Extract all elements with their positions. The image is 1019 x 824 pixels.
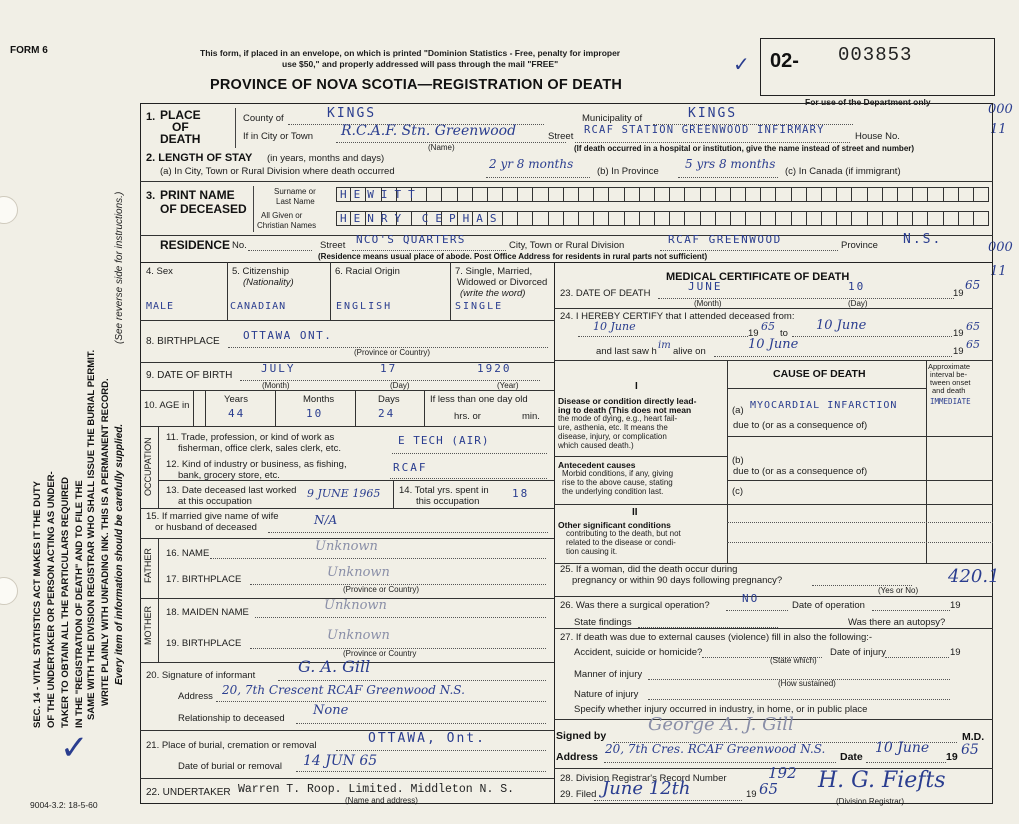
residence-province-value[interactable]: N.S. [903,232,943,247]
residence-province-label: Province [841,240,878,251]
disease-label-5: disease, injury, or complication [558,432,667,441]
father-birthplace-label: 17. BIRTHPLACE [166,574,242,585]
letter-box [868,211,883,226]
nature-of-injury-label: Nature of injury [574,689,639,700]
mother-birthplace-value[interactable]: Unknown [327,628,390,643]
place-label-num: 1. [146,111,156,123]
surname-label-2: Last Name [276,197,315,206]
operation-year-prefix: 19 [950,600,961,611]
disease-label-1: Disease or condition directly lead- [558,396,697,406]
side-instruction-line8: Every item of information should be carefully supplied. [114,423,125,685]
letter-box [685,187,700,202]
medical-certificate-title: MEDICAL CERTIFICATE OF DEATH [666,271,850,283]
roman-two: II [632,507,638,518]
margin-mark-1: 000 [988,102,1013,117]
residence-city-label: City, Town or Rural Division [509,240,625,251]
letter-box [579,187,594,202]
letter-box [852,211,867,226]
residence-street-label: Street [320,240,346,251]
city-town-label: If in City or Town [243,131,314,142]
cause-a-value[interactable]: MYOCARDIAL INFARCTION [750,400,898,411]
attended-to-label: to [780,328,788,339]
letter-box [442,187,457,202]
physician-year[interactable]: 65 [961,742,979,758]
letter-box [549,187,564,202]
letter-box [594,211,609,226]
physician-address-value[interactable]: 20, 7th Cres. RCAF Greenwood N.S. [605,742,826,756]
form-number: FORM 6 [10,45,48,56]
citizenship-label: 5. Citizenship [232,266,290,277]
disease-label-2: ing to death (This does not mean [558,405,692,415]
last-worked-label-1: 13. Date deceased last worked [166,485,297,496]
undertaker-value[interactable]: Warren T. Roop. Limited. Middleton N. S. [238,783,515,796]
nationality-label: (Nationality) [243,277,294,288]
roman-one: I [635,381,638,392]
burial-place-label: 21. Place of burial, cremation or removal [146,740,317,751]
record-number-label: 28. Division Registrar's Record Number [560,773,727,784]
letter-box [746,187,761,202]
punch-hole-bottom [0,577,18,605]
letter-box [655,211,670,226]
hrs-label: hrs. or [454,411,481,422]
alive-on-value[interactable]: 10 June [748,337,799,352]
interval-label-3: tween onset [930,378,971,387]
print-name-label: PRINT NAME [160,188,235,202]
dept-use-caption: For use of the Department only [805,97,931,107]
date-of-death-day[interactable]: 10 [848,280,866,293]
interval-label-1: Approximate [928,362,971,371]
letter-box [928,211,943,226]
cause-c-label: (c) [732,486,744,497]
surname-value[interactable]: HEWITT [340,188,422,201]
father-side-label: FATHER [143,548,153,583]
injury-location-label: Specify whether injury occurred in industry, in home, or in public place [574,704,868,715]
mail-notice-line2: use $50," and properly addressed will pass through the mail "FREE" [282,59,559,69]
letter-box [518,187,533,202]
last-saw-label: and last saw h [596,346,657,357]
last-worked-label-2: at this occupation [178,496,252,507]
check-mark-bottom: ✓ [60,728,89,768]
birthplace-value[interactable]: OTTAWA ONT. [243,329,333,342]
manner-of-injury-label: Manner of injury [574,669,643,680]
name-caption: (Name) [428,143,455,152]
due-to-label-1: due to (or as a consequence of) [733,420,868,431]
death-month-caption: (Month) [694,299,722,308]
age-years-label: Years [224,394,248,405]
age-days-label: Days [378,394,400,405]
certify-label: 24. I HEREBY CERTIFY that I attended deceased from: [560,311,795,322]
date-of-death-year-prefix: 19 [953,288,964,299]
total-years-label-1: 14. Total yrs. spent in [399,485,489,496]
municipality-label: Municipality of [582,113,643,124]
physician-date-value[interactable]: 10 June [875,740,930,756]
age-days-value[interactable]: 24 [378,407,396,420]
letter-box [533,187,548,202]
letter-box [625,187,640,202]
dob-month[interactable]: JULY [261,362,296,375]
yes-no-caption: (Yes or No) [878,586,919,595]
physician-signature[interactable]: George A. J. Gill [648,714,794,735]
city-town-value[interactable]: R.C.A.F. Stn. Greenwood [341,123,517,139]
letter-box [776,211,791,226]
age-label: 10. AGE in [144,400,190,411]
registrar-signature[interactable]: H. G. Fiefts [818,768,946,793]
min-label: min. [522,411,540,422]
registration-prefix: 02- [770,50,799,72]
municipality-value[interactable]: KINGS [688,106,738,121]
form-title: PROVINCE OF NOVA SCOTIA—REGISTRATION OF DEATH [210,77,623,93]
margin-mark-2: 11 [990,122,1007,137]
alive-year[interactable]: 65 [966,338,980,351]
informant-signature-value[interactable]: G. A. Gill [298,657,371,676]
house-no-label: House No. [855,131,900,142]
letter-box [670,187,685,202]
autopsy-label: Was there an autopsy? [848,617,946,628]
spouse-label-1: 15. If married give name of wife [146,511,279,522]
how-sustained-caption: (How sustained) [778,679,836,688]
side-instruction-line4: IN THE "REGISTRATION OF DEATH" AND TO FILE THE [74,480,85,728]
street-label: Street [548,131,574,142]
due-to-label-2: due to (or as a consequence of) [733,466,868,477]
letter-box [731,211,746,226]
interval-label-4: and death [932,386,966,395]
side-instruction-line1: SEC. 14 - VITAL STATISTICS ACT MAKES IT THE DUTY [32,480,43,728]
antecedent-label-4: the underlying condition last. [562,487,664,496]
given-label-2: Christian Names [257,221,317,230]
dob-year[interactable]: 1920 [477,362,512,375]
letter-box [716,211,731,226]
mother-birthplace-caption: (Province or Country [343,649,417,658]
signed-by-label: Signed by [556,730,607,742]
spouse-label-2: or husband of deceased [155,522,257,533]
letter-box [746,211,761,226]
attended-to-year[interactable]: 65 [966,320,980,333]
check-mark-top: ✓ [733,52,750,76]
letter-box [533,211,548,226]
external-causes-label: 27. If death was due to external causes (violence) fill in also the following:- [560,632,873,643]
side-instruction-line2: OF THE UNDERTAKER OR PERSON ACTING AS UNDER- [46,471,57,728]
filed-year-prefix: 19 [746,789,757,800]
other-conditions-label-4: tion causing it. [566,547,618,556]
pregnancy-label-1: 25. If a woman, did the death occur during [560,564,738,575]
margin-mark-3: 000 [988,240,1013,255]
registrar-caption: (Division Registrar) [836,797,905,806]
residence-street-value[interactable]: NCO'S QUARTERS [356,233,466,246]
interval-label-2: interval be- [930,370,968,379]
letter-box [944,211,959,226]
surname-label-1: Surname or [274,187,316,196]
letter-box [625,211,640,226]
physician-date-label: Date [840,751,863,763]
filed-year[interactable]: 65 [759,780,779,798]
date-of-death-label: 23. DATE OF DEATH [560,288,651,299]
disease-label-4: ure, asthenia, etc. It means the [558,423,668,432]
age-months-label: Months [303,394,335,405]
less-than-day-label: If less than one day old [430,394,528,405]
cause-a-label: (a) [732,405,744,416]
total-years-value[interactable]: 18 [512,487,530,500]
letter-box [974,187,989,202]
given-label-1: All Given or [261,211,303,220]
letter-box [564,187,579,202]
attended-to-value[interactable]: 10 June [816,318,867,333]
letter-box [822,211,837,226]
sex-label: 4. Sex [146,266,173,277]
letter-box [640,187,655,202]
informant-address-value[interactable]: 20, 7th Crescent RCAF Greenwood N.S. [222,683,465,697]
trade-label-2: fisherman, office clerk, sales clerk, etc. [178,443,341,454]
letter-box [792,211,807,226]
dob-label: 9. DATE OF BIRTH [146,370,233,381]
letter-box [928,187,943,202]
given-name-value[interactable]: HENRY CEPHAS [340,212,504,225]
place-label-death: DEATH [160,132,201,146]
letter-box [959,211,974,226]
of-deceased-label: OF DECEASED [160,202,247,216]
side-instruction-line6: WRITE PLAINLY WITH UNFADING INK. THIS IS A PERMANENT RECORD. [100,378,111,706]
margin-mark-4: 11 [990,264,1007,279]
last-worked-value[interactable]: 9 JUNE 1965 [307,487,381,500]
citizenship-value[interactable]: CANADIAN [230,301,287,312]
cause-a-interval[interactable]: IMMEDIATE [930,397,971,406]
informant-signature-label: 20. Signature of informant [146,670,256,681]
letter-box [837,211,852,226]
hospital-note: (If death occurred in a hospital or institution, give the name instead of street and number) [574,144,915,153]
accident-label: Accident, suicide or homicide? [574,647,703,658]
attended-from-value[interactable]: 10 June [593,320,636,333]
marital-label-1: 7. Single, Married, [455,266,533,277]
residence-label: RESIDENCE [160,238,231,252]
residence-no-label: No. [232,240,247,251]
place-label: PLACE [160,108,201,122]
father-birthplace-caption: (Province or Country) [343,585,420,594]
letter-box [883,187,898,202]
record-number-value[interactable]: 192 [768,764,797,782]
surgery-value[interactable]: NO [742,592,760,605]
racial-origin-label: 6. Racial Origin [335,266,400,277]
undertaker-caption: (Name and address) [345,796,418,805]
cause-b-label: (b) [732,455,744,466]
letter-box [701,187,716,202]
dob-day-caption: (Day) [390,381,410,390]
burial-date-label: Date of burial or removal [178,761,283,772]
letter-box [503,187,518,202]
letter-box [594,187,609,202]
operation-date-label: Date of operation [792,600,865,611]
stay-city-label: (a) In City, Town or Rural Division where death occurred [160,166,395,177]
birthplace-label: 8. BIRTHPLACE [146,336,220,347]
punch-hole-top [0,196,18,224]
letter-box [761,187,776,202]
column-divider [554,262,555,804]
relationship-label: Relationship to deceased [178,713,285,724]
findings-label: State findings [574,617,632,628]
street-value[interactable]: RCAF STATION GREENWOOD INFIRMARY [584,124,825,136]
father-name-value[interactable]: Unknown [315,539,378,554]
other-conditions-label-1: Other significant conditions [558,520,671,530]
letter-box [792,187,807,202]
last-saw-him[interactable]: im [658,340,671,351]
letter-box [458,187,473,202]
print-name-num: 3. [146,190,156,202]
letter-box [852,187,867,202]
marital-label-2: Widowed or Divorced [457,277,548,288]
residence-city-value[interactable]: RCAF GREENWOOD [668,233,782,246]
physician-address-label: Address [556,751,599,763]
surname-boxes [336,187,989,202]
undertaker-label: 22. UNDERTAKER [146,787,231,798]
burial-place-value[interactable]: OTTAWA, Ont. [368,731,486,746]
length-of-stay-label: 2. LENGTH OF STAY [146,152,253,164]
relationship-value[interactable]: None [313,703,349,718]
letter-box [427,187,442,202]
filed-label: 29. Filed [560,789,597,800]
alive-year-prefix: 19 [953,346,964,357]
letter-box [503,211,518,226]
letter-box [488,187,503,202]
attended-year-prefix-1: 19 [748,328,759,339]
dob-day[interactable]: 17 [380,362,398,375]
attended-year-prefix-2: 19 [953,328,964,339]
antecedent-label-1: Antecedent causes [558,460,636,470]
letter-box [807,187,822,202]
letter-box [609,187,624,202]
letter-box [518,211,533,226]
cause-of-death-title: CAUSE OF DEATH [773,368,866,380]
disease-label-3: the mode of dying, e.g., heart fail- [558,414,678,423]
injury-year-prefix: 19 [950,647,961,658]
letter-box [959,187,974,202]
place-label-of: OF [172,120,189,134]
dob-month-caption: (Month) [262,381,290,390]
letter-box [898,211,913,226]
dob-year-caption: (Year) [497,381,519,390]
sex-value[interactable]: MALE [146,301,175,312]
letter-box [807,211,822,226]
stay-canada-label: (c) In Canada (if immigrant) [785,166,901,177]
other-conditions-label-2: contributing to the death, but not [566,529,681,538]
letter-box [564,211,579,226]
spouse-value[interactable]: N/A [314,513,338,527]
letter-box [761,211,776,226]
marital-value[interactable]: SINGLE [455,301,504,312]
letter-box [837,187,852,202]
letter-box [913,211,928,226]
mother-side-label: MOTHER [143,606,153,645]
letter-box [776,187,791,202]
classification-code: 420.1 [948,566,1000,587]
letter-box [974,211,989,226]
date-of-death-month[interactable]: JUNE [688,280,723,293]
side-instruction-line3: TAKER TO OBTAIN ALL THE PARTICULARS REQUIRED [60,476,71,728]
filed-date-value[interactable]: June 12th [602,778,691,799]
county-value[interactable]: KINGS [327,106,377,121]
letter-box [670,211,685,226]
maiden-name-label: 18. MAIDEN NAME [166,607,249,618]
letter-box [609,211,624,226]
mail-notice-line1: This form, if placed in an envelope, on which is printed "Dominion Statistics - Free, penalty for improper [200,48,621,58]
attended-from-year[interactable]: 65 [761,320,775,333]
letter-box [868,187,883,202]
physician-year-prefix: 19 [946,751,958,763]
total-years-label-2: this occupation [416,496,480,507]
letter-box [913,187,928,202]
father-name-label: 16. NAME [166,548,210,559]
letter-box [898,187,913,202]
form-code: 9004-3.2: 18-5-60 [30,800,98,810]
father-birthplace-value[interactable]: Unknown [327,565,390,580]
stay-province-label: (b) In Province [597,166,659,177]
disease-label-6: which caused death.) [558,441,634,450]
pregnancy-label-2: pregnancy or within 90 days following pregnancy? [572,575,783,586]
county-label: County of [243,113,284,124]
letter-box [701,211,716,226]
informant-address-label: Address [178,691,213,702]
residence-note: (Residence means usual place of abode. Post Office Address for residents in rural parts not sufficient) [318,252,708,261]
injury-date-label: Date of injury [830,647,886,658]
mother-birthplace-label: 19. BIRTHPLACE [166,638,242,649]
industry-label-2: bank, grocery store, etc. [178,470,280,481]
stay-province-value[interactable]: 5 yrs 8 months [685,157,776,171]
death-day-caption: (Day) [848,299,868,308]
antecedent-label-2: Morbid conditions, if any, giving [562,469,674,478]
stay-city-value[interactable]: 2 yr 8 months [489,157,574,171]
birthplace-caption: (Province or Country) [354,348,431,357]
letter-box [731,187,746,202]
side-instruction-line7: (See reverse side for instructions.) [114,191,125,344]
other-conditions-label-3: related to the disease or condi- [566,538,676,547]
age-months-value[interactable]: 10 [306,407,324,420]
antecedent-label-3: rise to the above cause, stating [562,478,673,487]
date-of-death-year[interactable]: 65 [965,278,981,292]
industry-value[interactable]: RCAF [393,461,428,474]
letter-box [579,211,594,226]
length-of-stay-note: (in years, months and days) [267,153,385,164]
alive-on-label: alive on [673,346,706,357]
letter-box [655,187,670,202]
burial-date-value[interactable]: 14 JUN 65 [303,753,378,769]
age-years-value[interactable]: 44 [228,407,246,420]
letter-box [685,211,700,226]
maiden-name-value[interactable]: Unknown [324,598,387,613]
letter-box [944,187,959,202]
letter-box [473,187,488,202]
side-instruction-line5: SAME WITH THE DIVISION REGISTRAR WHO SHALL ISSUE THE BURIAL PERMIT. [86,349,97,720]
marital-label-3: (write the word) [460,288,526,299]
registration-number: 003853 [838,44,913,66]
surgery-label: 26. Was there a surgical operation? [560,600,710,611]
letter-box [883,211,898,226]
occupation-side-label: OCCUPATION [143,437,153,496]
industry-label-1: 12. Kind of industry or business, as fishing, [166,459,347,470]
letter-box [640,211,655,226]
letter-box [549,211,564,226]
letter-box [822,187,837,202]
trade-value[interactable]: E TECH (AIR) [398,434,490,447]
trade-label-1: 11. Trade, profession, or kind of work as [166,432,335,443]
state-which-caption: (State which) [770,656,817,665]
md-label: M.D. [962,731,985,743]
letter-box [716,187,731,202]
racial-origin-value[interactable]: ENGLISH [336,301,393,312]
